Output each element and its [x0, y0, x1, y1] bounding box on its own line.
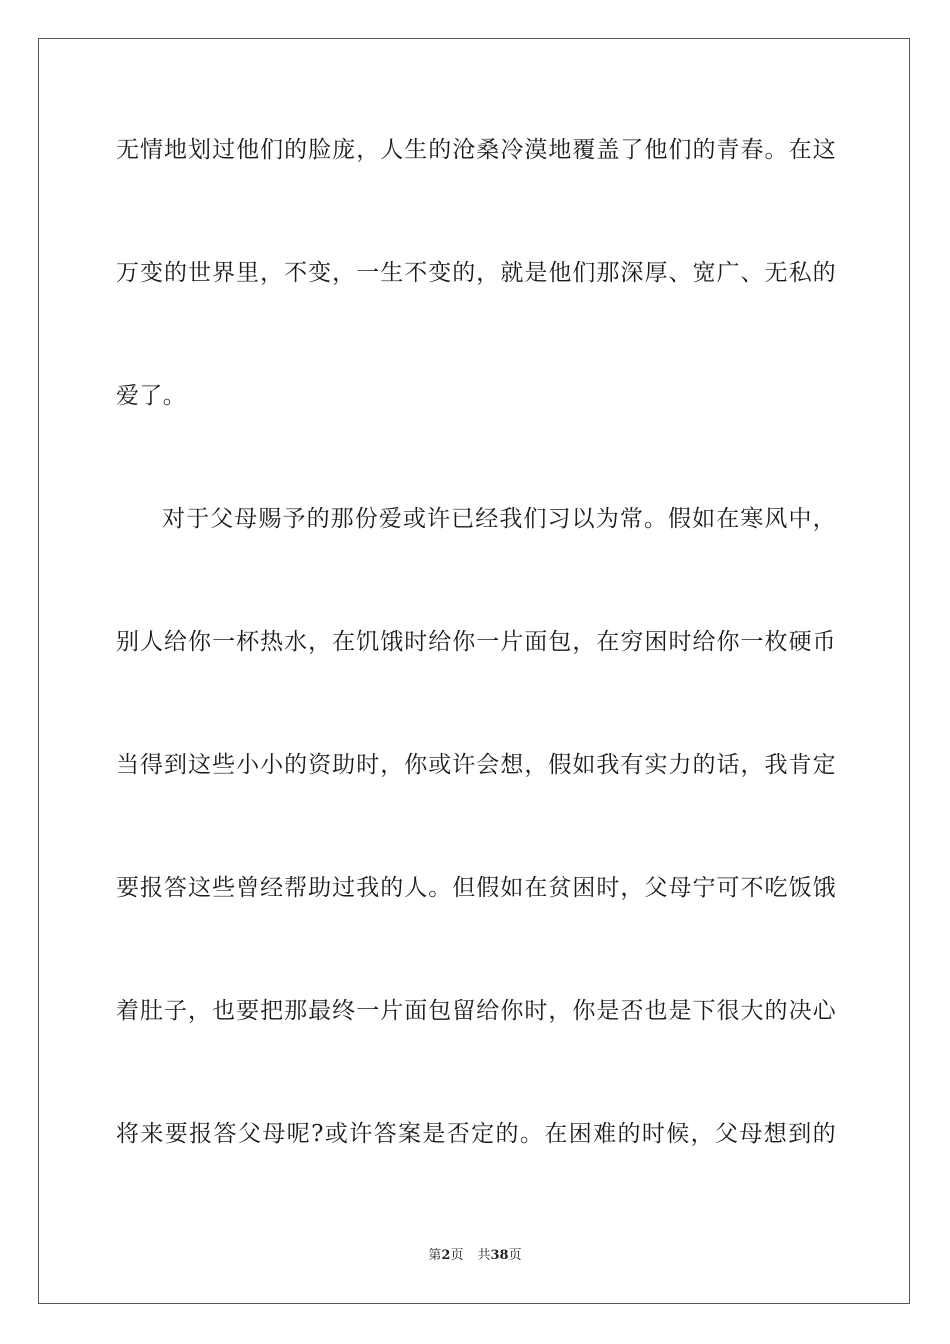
total-pages-number: 38: [490, 1248, 509, 1263]
total-prefix: 共: [477, 1248, 491, 1263]
text-line: 万变的世界里，不变，一生不变的，就是他们那深厚、宽广、无私的: [116, 260, 836, 286]
text-line: 将来要报答父母呢?或许答案是否定的。在困难的时候，父母想到的: [116, 1121, 836, 1147]
text-line: 别人给你一杯热水，在饥饿时给你一片面包，在穷困时给你一枚硬币: [116, 629, 836, 655]
page-prefix: 第: [428, 1248, 442, 1263]
text-line: 要报答这些曾经帮助过我的人。但假如在贫困时，父母宁可不吃饭饿: [116, 875, 836, 901]
page-suffix: 页: [450, 1248, 464, 1263]
total-suffix: 页: [508, 1248, 522, 1263]
document-body: [116, 122, 836, 1229]
text-line: 当得到这些小小的资助时，你或许会想，假如我有实力的话，我肯定: [116, 752, 836, 778]
text-line: 无情地划过他们的脸庞，人生的沧桑冷漠地覆盖了他们的青春。在这: [116, 137, 836, 163]
text-line: 爱了。: [116, 383, 187, 409]
current-page-number: 2: [441, 1248, 451, 1263]
paragraph-first-line: 对于父母赐予的那份爱或许已经我们习以为常。假如在寒风中，: [162, 506, 836, 532]
text-line: 着肚子，也要把那最终一片面包留给你时，你是否也是下很大的决心: [116, 998, 836, 1024]
page-footer: [0, 1246, 950, 1266]
